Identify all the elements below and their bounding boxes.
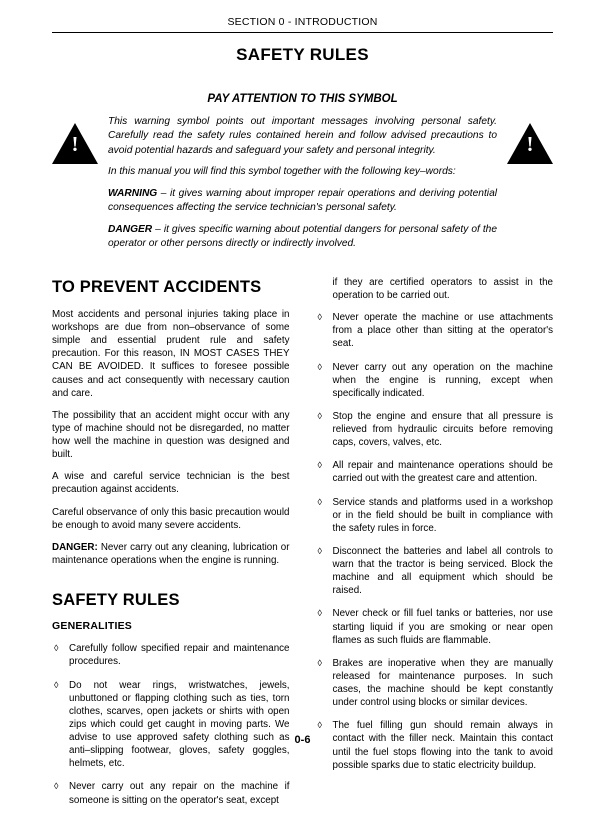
heading-generalities: GENERALITIES [52, 620, 132, 633]
left-bullet-list [52, 642, 290, 806]
keyword-danger-label: DANGER [108, 223, 153, 235]
list-item-text: The fuel filling gun should remain always in contact with the filler neck. Maintain this contact until the fuel stops flowing into the tank to avoid possible sparks due to static electricity buildup. [332, 720, 553, 771]
diamond-bullet-icon: ◊ [317, 608, 322, 619]
diamond-bullet-icon: ◊ [317, 496, 322, 507]
diamond-bullet-icon: ◊ [317, 312, 322, 323]
list-item [316, 311, 554, 350]
diamond-bullet-icon: ◊ [317, 720, 322, 731]
body-paragraph: Most accidents and personal injuries taking place in workshops are due from non–observance of some simple and essential prudent rule and safety precaution. For this reason, IN MOST CASES THEY CAN BE AVOIDED. It suffices to foresee possible causes and act consequently with necessary caution and care. [52, 308, 290, 399]
list-item [316, 410, 554, 449]
list-item [52, 679, 290, 771]
list-item-text: Carefully follow specified repair and maintenance procedures. [69, 643, 290, 668]
keyword-danger [108, 223, 497, 252]
list-item-text: Service stands and platforms used in a workshop or in the field should be built in compliance with the safety rules in force. [332, 496, 553, 534]
list-item [316, 545, 554, 598]
right-bullet-list [316, 311, 554, 772]
list-item-text: Brakes are inoperative when they are manually released for maintenance purposes. In such cases, the machine should be kept constantly under control using blocks or similar devices. [332, 657, 553, 709]
list-item [316, 607, 554, 646]
list-item-text: Disconnect the batteries and label all controls to warn that the tractor is being serviced. Block the machine and all equipment which should be raised. [332, 545, 553, 597]
list-item [52, 642, 290, 668]
list-item [52, 780, 290, 806]
danger-note-label: DANGER: [52, 541, 98, 553]
diamond-bullet-icon: ◊ [317, 410, 322, 421]
diamond-bullet-icon: ◊ [54, 679, 59, 690]
warning-triangle-right-icon [507, 123, 553, 164]
list-item [316, 459, 554, 485]
body-paragraph: A wise and careful service technician is the best precaution against accidents. [52, 471, 290, 496]
keyword-warning-text: – it gives warning about improper repair operations and deriving potential consequences affecting the service technician's personal safety. [108, 187, 497, 214]
danger-note-text: Never carry out any cleaning, lubrication or maintenance operations when the engine is running. [52, 541, 290, 566]
diamond-bullet-icon: ◊ [317, 460, 322, 471]
diamond-bullet-icon: ◊ [54, 781, 59, 792]
heading-to-prevent-accidents: TO PREVENT ACCIDENTS [52, 277, 262, 296]
diamond-bullet-icon: ◊ [317, 657, 322, 668]
warning-text [108, 115, 497, 252]
list-item [316, 496, 554, 535]
section-label: SECTION 0 - INTRODUCTION [227, 16, 378, 28]
list-item-text: All repair and maintenance operations should be carried out with the greatest care and attention. [332, 460, 553, 485]
warning-symbol-block [52, 115, 553, 252]
list-item [316, 361, 554, 400]
body-paragraph: The possibility that an accident might occur with any type of machine should not be disregarded, no matter how well the machine in question was designed and built. [52, 409, 290, 461]
body-paragraph: Careful observance of only this basic precaution would be enough to avoid many severe accidents. [52, 506, 290, 531]
continuation-text: if they are certified operators to assist in the operation to be carried out. [332, 276, 553, 301]
exclamation-glyph-right: ! [526, 132, 534, 156]
diamond-bullet-icon: ◊ [317, 545, 322, 556]
list-item-text: Stop the engine and ensure that all pressure is relieved from hydraulic circuits before removing caps, covers, valves, etc. [332, 410, 553, 449]
list-item-text: Never operate the machine or use attachments from a place other than sitting at the operator's seat. [332, 312, 553, 350]
diamond-bullet-icon: ◊ [54, 643, 59, 654]
warning-paragraph: This warning symbol points out important messages involving personal safety. Carefully read the safety rules contained herein and follow advised precautions to avoid potential hazards and safeguard your safety and personal integrity. [108, 116, 497, 156]
keyword-warning-label: WARNING [108, 187, 158, 199]
diamond-bullet-icon: ◊ [317, 361, 322, 372]
list-item [316, 657, 554, 710]
header-divider [52, 32, 553, 33]
page-number: 0-6 [294, 734, 311, 746]
page-title: SAFETY RULES [236, 45, 369, 64]
warning-paragraph: In this manual you will find this symbol together with the following key–words: [108, 166, 456, 178]
exclamation-glyph-left: ! [71, 132, 79, 156]
danger-note [52, 541, 290, 567]
heading-safety-rules: SAFETY RULES [52, 591, 180, 610]
list-item-text: Never check or fill fuel tanks or batteries, nor use starting liquid if you are smoking or near open flames as such fluids are flammable. [332, 608, 553, 646]
warning-triangle-left-icon [52, 123, 98, 164]
page-header [0, 0, 605, 33]
list-item-text: Never carry out any operation on the machine when the engine is running, except when specifically indicated. [332, 361, 553, 399]
keyword-warning [108, 187, 497, 216]
symbol-notice-heading: PAY ATTENTION TO THIS SYMBOL [207, 93, 398, 105]
list-item-text: Do not wear rings, wristwatches, jewels, unbuttoned or flapping clothing such as ties, torn clothes, scarves, open jackets or shirts with open zips which could get caught in moving parts. We advise to use approved safety clothing such as anti–slipping footwear, gloves, safety goggles, helmets, etc. [69, 679, 290, 770]
keyword-danger-text: – it gives specific warning about potential dangers for personal safety of the operator or other persons directly or indirectly involved. [108, 223, 497, 250]
list-item-text: Never carry out any repair on the machine if someone is sitting on the operator's seat, except [69, 781, 290, 806]
